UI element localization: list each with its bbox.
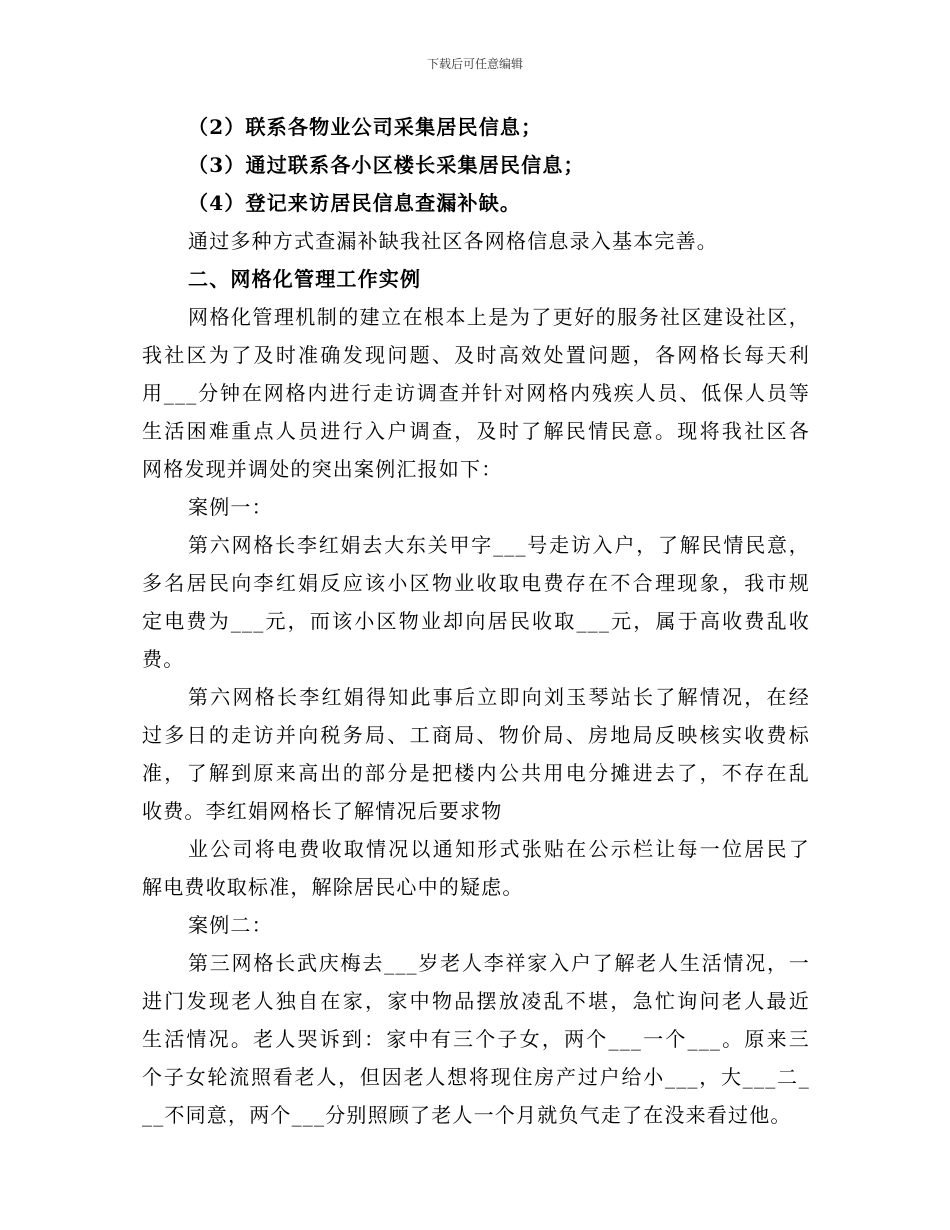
paragraph-line: 过多日的走访并向税务局、工商局、物价局、房地局反映核实收费标	[142, 723, 810, 747]
paragraph-line: 费。	[142, 647, 185, 671]
paragraph-line: 用___分钟在网格内进行走访调查并针对网格内残疾人员、低保人员等	[142, 381, 810, 405]
paragraph-line: 网格化管理机制的建立在根本上是为了更好的服务社区建设社区，	[188, 305, 810, 329]
paragraph-line: 准，了解到原来高出的部分是把楼内公共用电分摊进去了，不存在乱	[142, 761, 810, 785]
list-item-2: （2）联系各物业公司采集居民信息；	[188, 115, 543, 139]
paragraph-line: 生活情况。老人哭诉到：家中有三个子女，两个___一个___。原来三	[142, 1027, 810, 1051]
paragraph-line: 解电费收取标准，解除居民心中的疑虑。	[142, 875, 524, 899]
paragraph-line: 第六网格长李红娟得知此事后立即向刘玉琴站长了解情况，在经	[188, 685, 810, 709]
list-item-3: （3）通过联系各小区楼长采集居民信息；	[188, 153, 585, 177]
paragraph-line: 业公司将电费收取情况以通知形式张贴在公示栏让每一位居民了	[188, 837, 810, 861]
section-heading: 二、网格化管理工作实例	[188, 267, 422, 291]
paragraph-line: 多名居民向李红娟反应该小区物业收取电费存在不合理现象，我市规	[142, 571, 810, 595]
page-header-note: 下载后可任意编辑	[426, 57, 523, 71]
paragraph-line: 定电费为___元，而该小区物业却向居民收取___元，属于高收费乱收	[142, 609, 810, 633]
paragraph-line: 进门发现老人独自在家，家中物品摆放凌乱不堪，急忙询问老人最近	[142, 989, 810, 1013]
summary-line: 通过多种方式查漏补缺我社区各网格信息录入基本完善。	[188, 229, 718, 253]
paragraph-line: 第三网格长武庆梅去___岁老人李祥家入户了解老人生活情况，一	[188, 951, 810, 975]
document-body	[142, 108, 810, 1134]
paragraph-line: 生活困难重点人员进行入户调查，及时了解民情民意。现将我社区各	[142, 419, 810, 443]
list-item-4: （4）登记来访居民信息查漏补缺。	[188, 191, 522, 215]
case-heading-2: 案例二：	[188, 913, 273, 937]
paragraph-line: 个子女轮流照看老人，但因老人想将现住房产过户给小___，大___二_	[142, 1065, 810, 1089]
paragraph-line: 第六网格长李红娟去大东关甲字___号走访入户，了解民情民意，	[188, 533, 810, 557]
case-heading-1: 案例一：	[188, 495, 273, 519]
paragraph-line: 我社区为了及时准确发现问题、及时高效处置问题，各网格长每天利	[142, 343, 810, 367]
paragraph-line: 网格发现并调处的突出案例汇报如下：	[142, 457, 503, 481]
paragraph-line: 收费。李红娟网格长了解情况后要求物	[142, 799, 503, 823]
paragraph-line: __不同意，两个___分别照顾了老人一个月就负气走了在没来看过他。	[142, 1103, 792, 1127]
